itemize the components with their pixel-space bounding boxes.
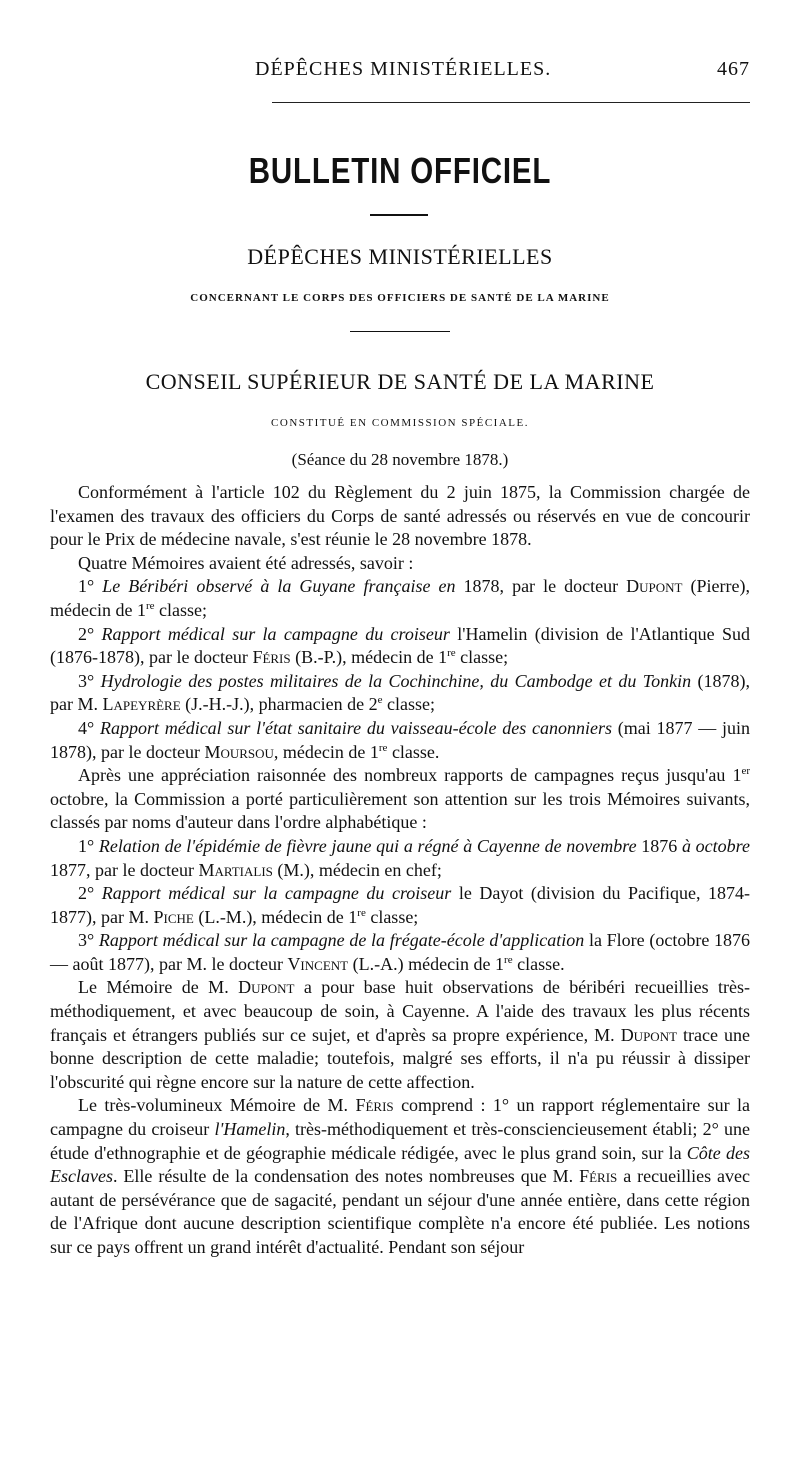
author-name: Martialis [198,859,273,880]
memoir-title: à octobre [681,835,750,856]
author-name: Féris [355,1095,394,1116]
item-number: 3° [78,930,95,951]
superscript: e [377,694,383,707]
memoir-item [50,623,750,670]
section-rule [350,331,450,332]
running-title: DÉPÊCHES MINISTÉRIELLES. [255,58,552,80]
running-header [255,58,750,88]
memoir-title: Rapport médical sur l'état sanitaire du vaisseau-école des canonniers [99,717,613,738]
text-run: 1877, par le docteur [50,859,199,880]
superscript: re [504,953,513,966]
item-number: 1° [78,576,95,597]
text-run: (1878), par M. [50,670,750,715]
superscript: re [145,599,155,612]
section-subtitle: CONCERNANT LE CORPS DES OFFICIERS DE SANTÉ DE LA MARINE [190,292,610,304]
memoir-item [50,670,750,717]
body-text [50,481,750,1260]
author-name: Dupont [620,1024,678,1045]
text-run: a recueillies avec autant de persévérance que de sagacité, pendant un séjour d'une année entière, dans cette région de l'Afrique dont aucune description scientifique complète n'a encore été publiée. Les notions sur ce pays offrent un grand intérêt d'actualité. Pendant son séjour [50,1166,751,1257]
memoir-item [50,929,750,976]
text-run: octobre, la Commission a porté particulièrement son attention sur les trois Mémoires suivants, classés par noms d'auteur dans l'ordre alphabétique : [50,788,750,833]
text-run: (Pierre), médecin de 1 [50,576,751,620]
council-title: CONSEIL SUPÉRIEUR DE SANTÉ DE LA MARINE [145,369,655,394]
ship-name: l'Hamelin [214,1119,286,1140]
text-run: Conformément à l'article 102 du Règlement du 2 juin 1875, la Commission chargée de l'examen des travaux des officiers du Corps de santé adressés ou réservés en vue de concourir pour le Prix de médecine navale, s'est réunie le 28 novembre 1878. [50,482,750,550]
text-run: , médecin de 1 [273,741,379,762]
text-run: classe; [154,599,207,620]
memoir-title: Rapport médical sur la campagne du croiseur [101,883,452,904]
item-number: 2° [78,883,95,904]
author-name: Dupont [238,977,295,998]
section-title: DÉPÊCHES MINISTÉRIELLES [247,244,553,269]
paragraph [50,764,750,835]
paragraph [50,1094,750,1259]
text-run: classe. [387,741,440,762]
text-run: (L.-M.), médecin de 1 [193,906,358,927]
text-run: Après une appréciation raisonnée des nombreux rapports de campagnes reçus jusqu'au 1 [78,765,742,786]
text-run: (J.-H.-J.), pharmacien de 2 [180,694,378,715]
memoir-item [50,717,750,764]
superscript: re [447,647,456,660]
text-run: (L.-A.) médecin de 1 [348,953,505,974]
council-subtitle: CONSTITUÉ EN COMMISSION SPÉCIALE. [271,417,529,429]
item-number: 2° [78,623,95,644]
paragraph [50,552,750,576]
bulletin-title: BULLETIN OFFICIEL [248,150,552,191]
text-run: (mai 1877 — juin 1878), par le docteur [50,717,750,762]
text-run: (B.-P.), médecin de 1 [290,647,448,668]
place-name: Côte des Esclaves [50,1142,750,1187]
author-name: Féris [252,647,291,668]
author-name: Piche [153,906,194,927]
author-name: Vincent [287,953,349,974]
author-name: Moursou [204,741,274,762]
memoir-item [50,882,750,929]
header-rule [272,102,750,103]
paragraph [50,976,750,1094]
text-run: classe. [512,953,565,974]
text-run: Le Mémoire de M. [78,977,239,998]
text-run: comprend : 1° un rapport réglementaire sur la campagne du croiseur [50,1095,750,1140]
text-run: classe; [455,647,509,668]
text-run: . Elle résulte de la condensation des notes nombreuses que M. [112,1166,580,1187]
memoir-title: Rapport médical sur la campagne de la frégate-école d'application [98,930,585,951]
text-run: trace une bonne description de cette maladie; toutefois, malgré ses efforts, il n'a pu réussir à dissiper l'obscurité qui règne encore sur la nature de cette affection. [50,1024,751,1092]
item-number: 3° [78,670,95,691]
text-run: la Flore (octobre 1876 — août 1877), par M. le docteur [50,930,751,974]
superscript: re [357,906,366,919]
superscript: re [378,741,388,754]
memoir-title: Le Béribéri observé à la Guyane française en [102,576,456,597]
paragraph [50,481,750,552]
text-run: (M.), médecin en chef; [272,859,442,880]
memoir-item [50,575,750,622]
item-number: 1° [78,835,95,856]
text-run: 1878, par le docteur [455,576,627,597]
text-run: classe; [382,694,435,715]
author-name: Dupont [626,576,683,597]
text-run: , très-méthodiquement et très-consciencieusement établi; 2° une étude d'ethnographie et de géographie médicale rédigée, avec le plus grand soin, sur la [50,1119,750,1163]
page-number: 467 [717,58,750,80]
text-run: l'Hamelin (division de l'Atlantique Sud (1876-1878), par le docteur [50,623,751,668]
text-run: classe; [365,906,419,927]
text-run: Le très-volumineux Mémoire de M. [78,1095,356,1116]
superscript: er [741,765,750,778]
memoir-item [50,835,750,882]
text-run: a pour base huit observations de béribéri recueillies très-méthodiquement, et avec beaucoup de soin, à Cayenne. A l'aide des travaux les plus récents français et étrangers publiés sur ce sujet, et d'après sa propre expérience, M. [50,977,750,1045]
author-name: Lapeyrère [102,694,181,715]
item-number: 4° [78,717,95,738]
title-rule [370,214,428,216]
memoir-title: Rapport médical sur la campagne du croiseur [101,623,450,644]
text-run: 1876 [636,835,682,856]
author-name: Féris [579,1166,618,1187]
memoir-title: Relation de l'épidémie de fièvre jaune qui a régné à Cayenne de novembre [98,835,637,856]
text-run: Quatre Mémoires avaient été adressés, savoir : [78,552,414,573]
text-run: le Dayot (division du Pacifique, 1874-1877), par M. [50,883,751,927]
memoir-title: Hydrologie des postes militaires de la Cochinchine, du Cambodge et du Tonkin [100,670,692,691]
session-date: (Séance du 28 novembre 1878.) [291,450,509,469]
